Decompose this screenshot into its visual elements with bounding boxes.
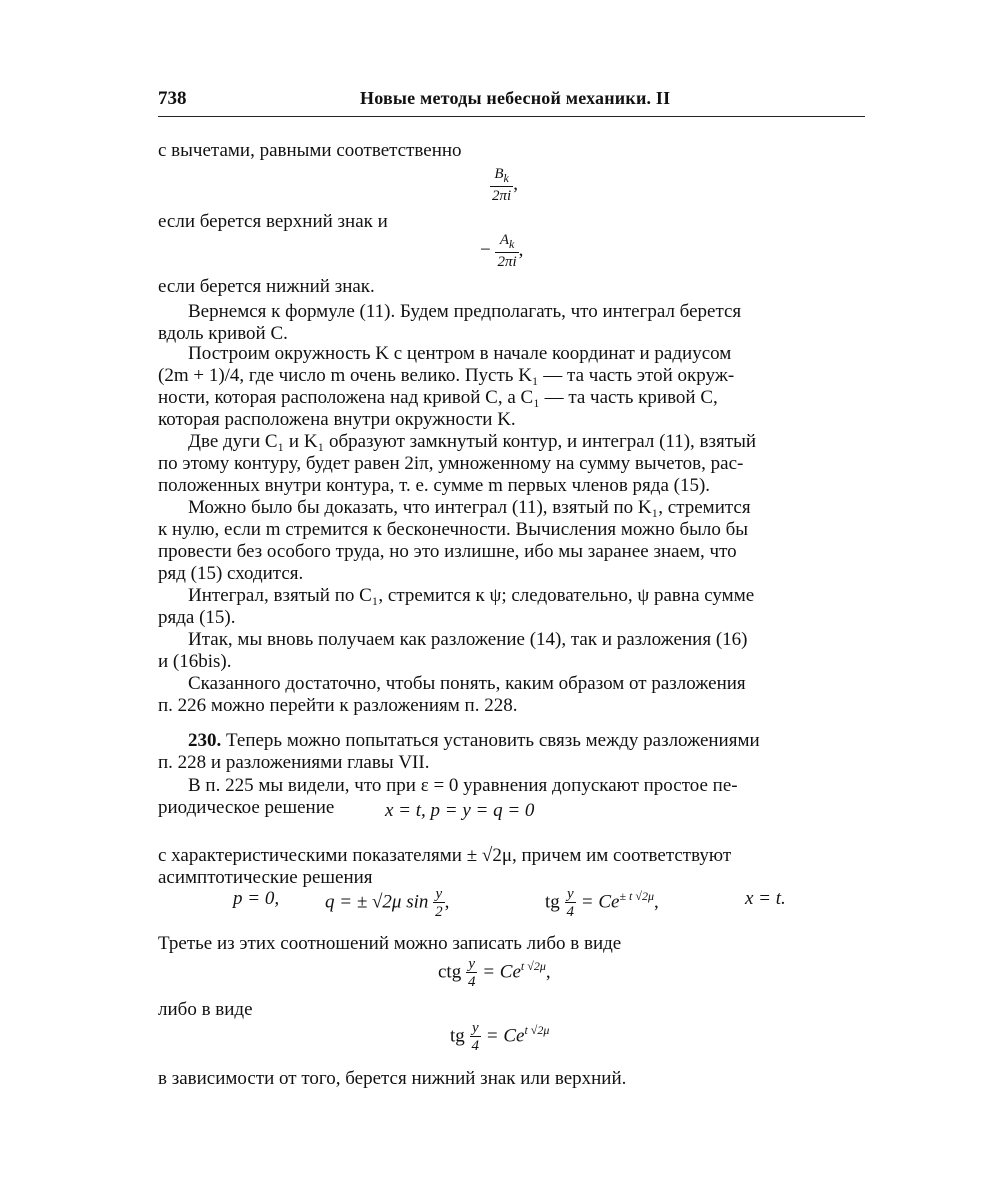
text-line: если берется верхний знак и [158, 211, 388, 232]
equation-p-zero: p = 0, [233, 888, 280, 909]
text-line: ряд (15) сходится. [158, 563, 304, 584]
equation-periodic-solution: x = t, p = y = q = 0 [385, 800, 535, 821]
text-line: В п. 225 мы видели, что при ε = 0 уравнения допускают простое пе- [188, 775, 738, 796]
text-line: Вернемся к формуле (11). Будем предполагать, что интеграл берется [188, 301, 742, 322]
running-title: Новые методы небесной механики. II [360, 88, 671, 108]
text-line: которая расположена внутри окружности K. [158, 409, 516, 430]
text-line: положенных внутри контура, т. е. сумме m первых членов ряда (15). [158, 475, 711, 496]
equation-ctg: ctg $\frac{y}{4}$ = $Ce^{t √2\mu}$, [438, 956, 551, 990]
text-line: Построим окружность K с центром в начале координат и радиусом [188, 343, 732, 364]
text-line: (2m + 1)/4, где число m очень велико. Пусть K₁ — та часть этой окруж- [158, 365, 735, 386]
text-line: либо в виде [158, 999, 253, 1020]
text-line: п. 228 и разложениями главы VII. [158, 752, 430, 773]
text-line: и (16bis). [158, 651, 232, 672]
text-line: по этому контуру, будет равен 2iπ, умноженному на сумму вычетов, рас- [158, 453, 744, 474]
text-line: вдоль кривой C. [158, 323, 288, 344]
text-line: Итак, мы вновь получаем как разложение (14), так и разложения (16) [188, 629, 748, 650]
page-number: 738 [158, 88, 187, 109]
text-line: в зависимости от того, берется нижний знак или верхний. [158, 1068, 627, 1089]
text-line: асимптотические решения [158, 867, 373, 888]
equation-x-t: x = t. [745, 888, 786, 909]
text-line: риодическое решение [158, 797, 335, 818]
section-number: 230. [188, 730, 222, 751]
text-line: к нулю, если m стремится к бесконечности. Вычисления можно было бы [158, 519, 749, 540]
text-line: с вычетами, равными соответственно [158, 140, 462, 161]
section-first-line: 230. Теперь можно попытаться установить связь между разложениями [188, 730, 760, 751]
text-line: если берется нижний знак. [158, 276, 375, 297]
text-line: с характеристическими показателями ± √2μ, причем им соответствуют [158, 845, 732, 866]
text-line: провести без особого труда, но это излишне, ибо мы заранее знаем, что [158, 541, 737, 562]
header-rule [158, 116, 865, 117]
text-line: Две дуги C₁ и K₁ образуют замкнутый контур, и интеграл (11), взятый [188, 431, 756, 452]
text-line: ряда (15). [158, 607, 236, 628]
text-line: п. 226 можно перейти к разложениям п. 228. [158, 695, 518, 716]
text-line: Третье из этих соотношений можно записать либо в виде [158, 933, 622, 954]
text-line: Сказанного достаточно, чтобы понять, каким образом от разложения [188, 673, 746, 694]
text-line: Можно было бы доказать, что интеграл (11), взятый по K₁, стремится [188, 497, 751, 518]
text-line: ности, которая расположена над кривой C, а C₁ — та часть кривой C, [158, 387, 718, 408]
equation-tg-alt: tg $\frac{y}{4}$ = $Ce^{t √2\mu}$ [450, 1020, 550, 1054]
equation-q: q = ± √2μ sin $\frac{y}{2}$ , [325, 886, 450, 920]
equation-tg: tg $\frac{y}{4}$ = $Ce^{\pm t √2\mu}$, [545, 886, 659, 920]
equation-residue-b: $\frac{B_k}{2\pi i}$ , [492, 166, 518, 204]
text-line: Интеграл, взятый по C₁, стремится к ψ; следовательно, ψ равна сумме [188, 585, 755, 606]
equation-residue-a: − $\frac{A_k}{2\pi i}$ , [480, 232, 524, 270]
